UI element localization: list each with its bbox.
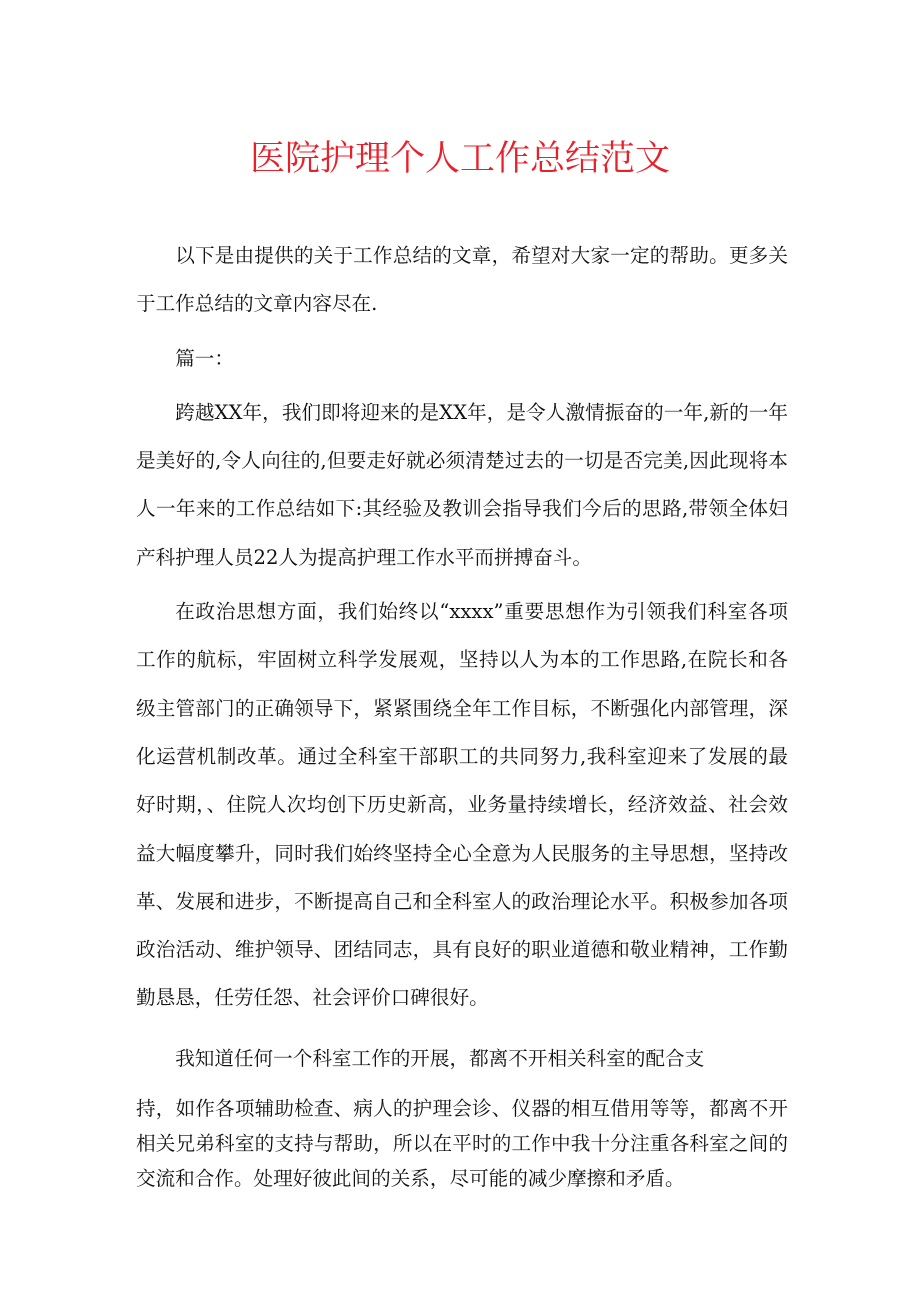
document-body [136,232,788,1196]
paragraph-political-thought: 在政治思想方面，我们始终以“xxxx”重要思想作为引领我们科室各项工作的航标，牢固树立科学发展观，坚持以人为本的工作思路,在院长和各级主管部门的正确领导下，紧紧围绕全年工作目标，不断强化内部管理，深化运营机制改革。通过全科室干部职工的共同努力,我科室迎来了发展的最好时期，、住院人次均创下历史新高，业务量持续增长，经济效益、社会效益大幅度攀升，同时我们始终坚持全心全意为人民服务的主导思想，坚持改革、发展和进步，不断提高自己和全科室人的政治理论水平。积极参加各项政治活动、维护领导、团结同志，具有良好的职业道德和敬业精神，工作勤勤恳恳，任劳任怨、社会评价口碑很好。 [136,600,788,1010]
paragraph-cooperation [136,1035,788,1196]
document-title: 医院护理个人工作总结范文 [249,139,670,179]
paragraph-section-heading: 篇一： [175,346,234,370]
paragraph-intro: 以下是由提供的关于工作总结的文章，希望对大家一定的帮助。更多关于工作总结的文章内容尽在. [136,244,788,316]
paragraph-cooperation-rest: 持，如作各项辅助检查、病人的护理会诊、仪器的相互借用等等，都离不开相关兄弟科室的支持与帮助，所以在平时的工作中我十分注重各科室之间的交流和合作。处理好彼此间的关系，尽可能的减少摩擦和矛盾。 [136,1097,788,1191]
paragraph-year-summary: 跨越XX年，我们即将迎来的是XX年，是令人激情振奋的一年,新的一年是美好的,令人向往的,但要走好就必须清楚过去的一切是否完美,因此现将本人一年来的工作总结如下:其经验及教训会指导我们今后的思路,带领全体妇产科护理人员22人为提高护理工作水平而拼搏奋斗。 [136,400,788,569]
paragraph-cooperation-first-line: 我知道任何一个科室工作的开展，都离不开相关科室的配合支 [175,1046,705,1070]
